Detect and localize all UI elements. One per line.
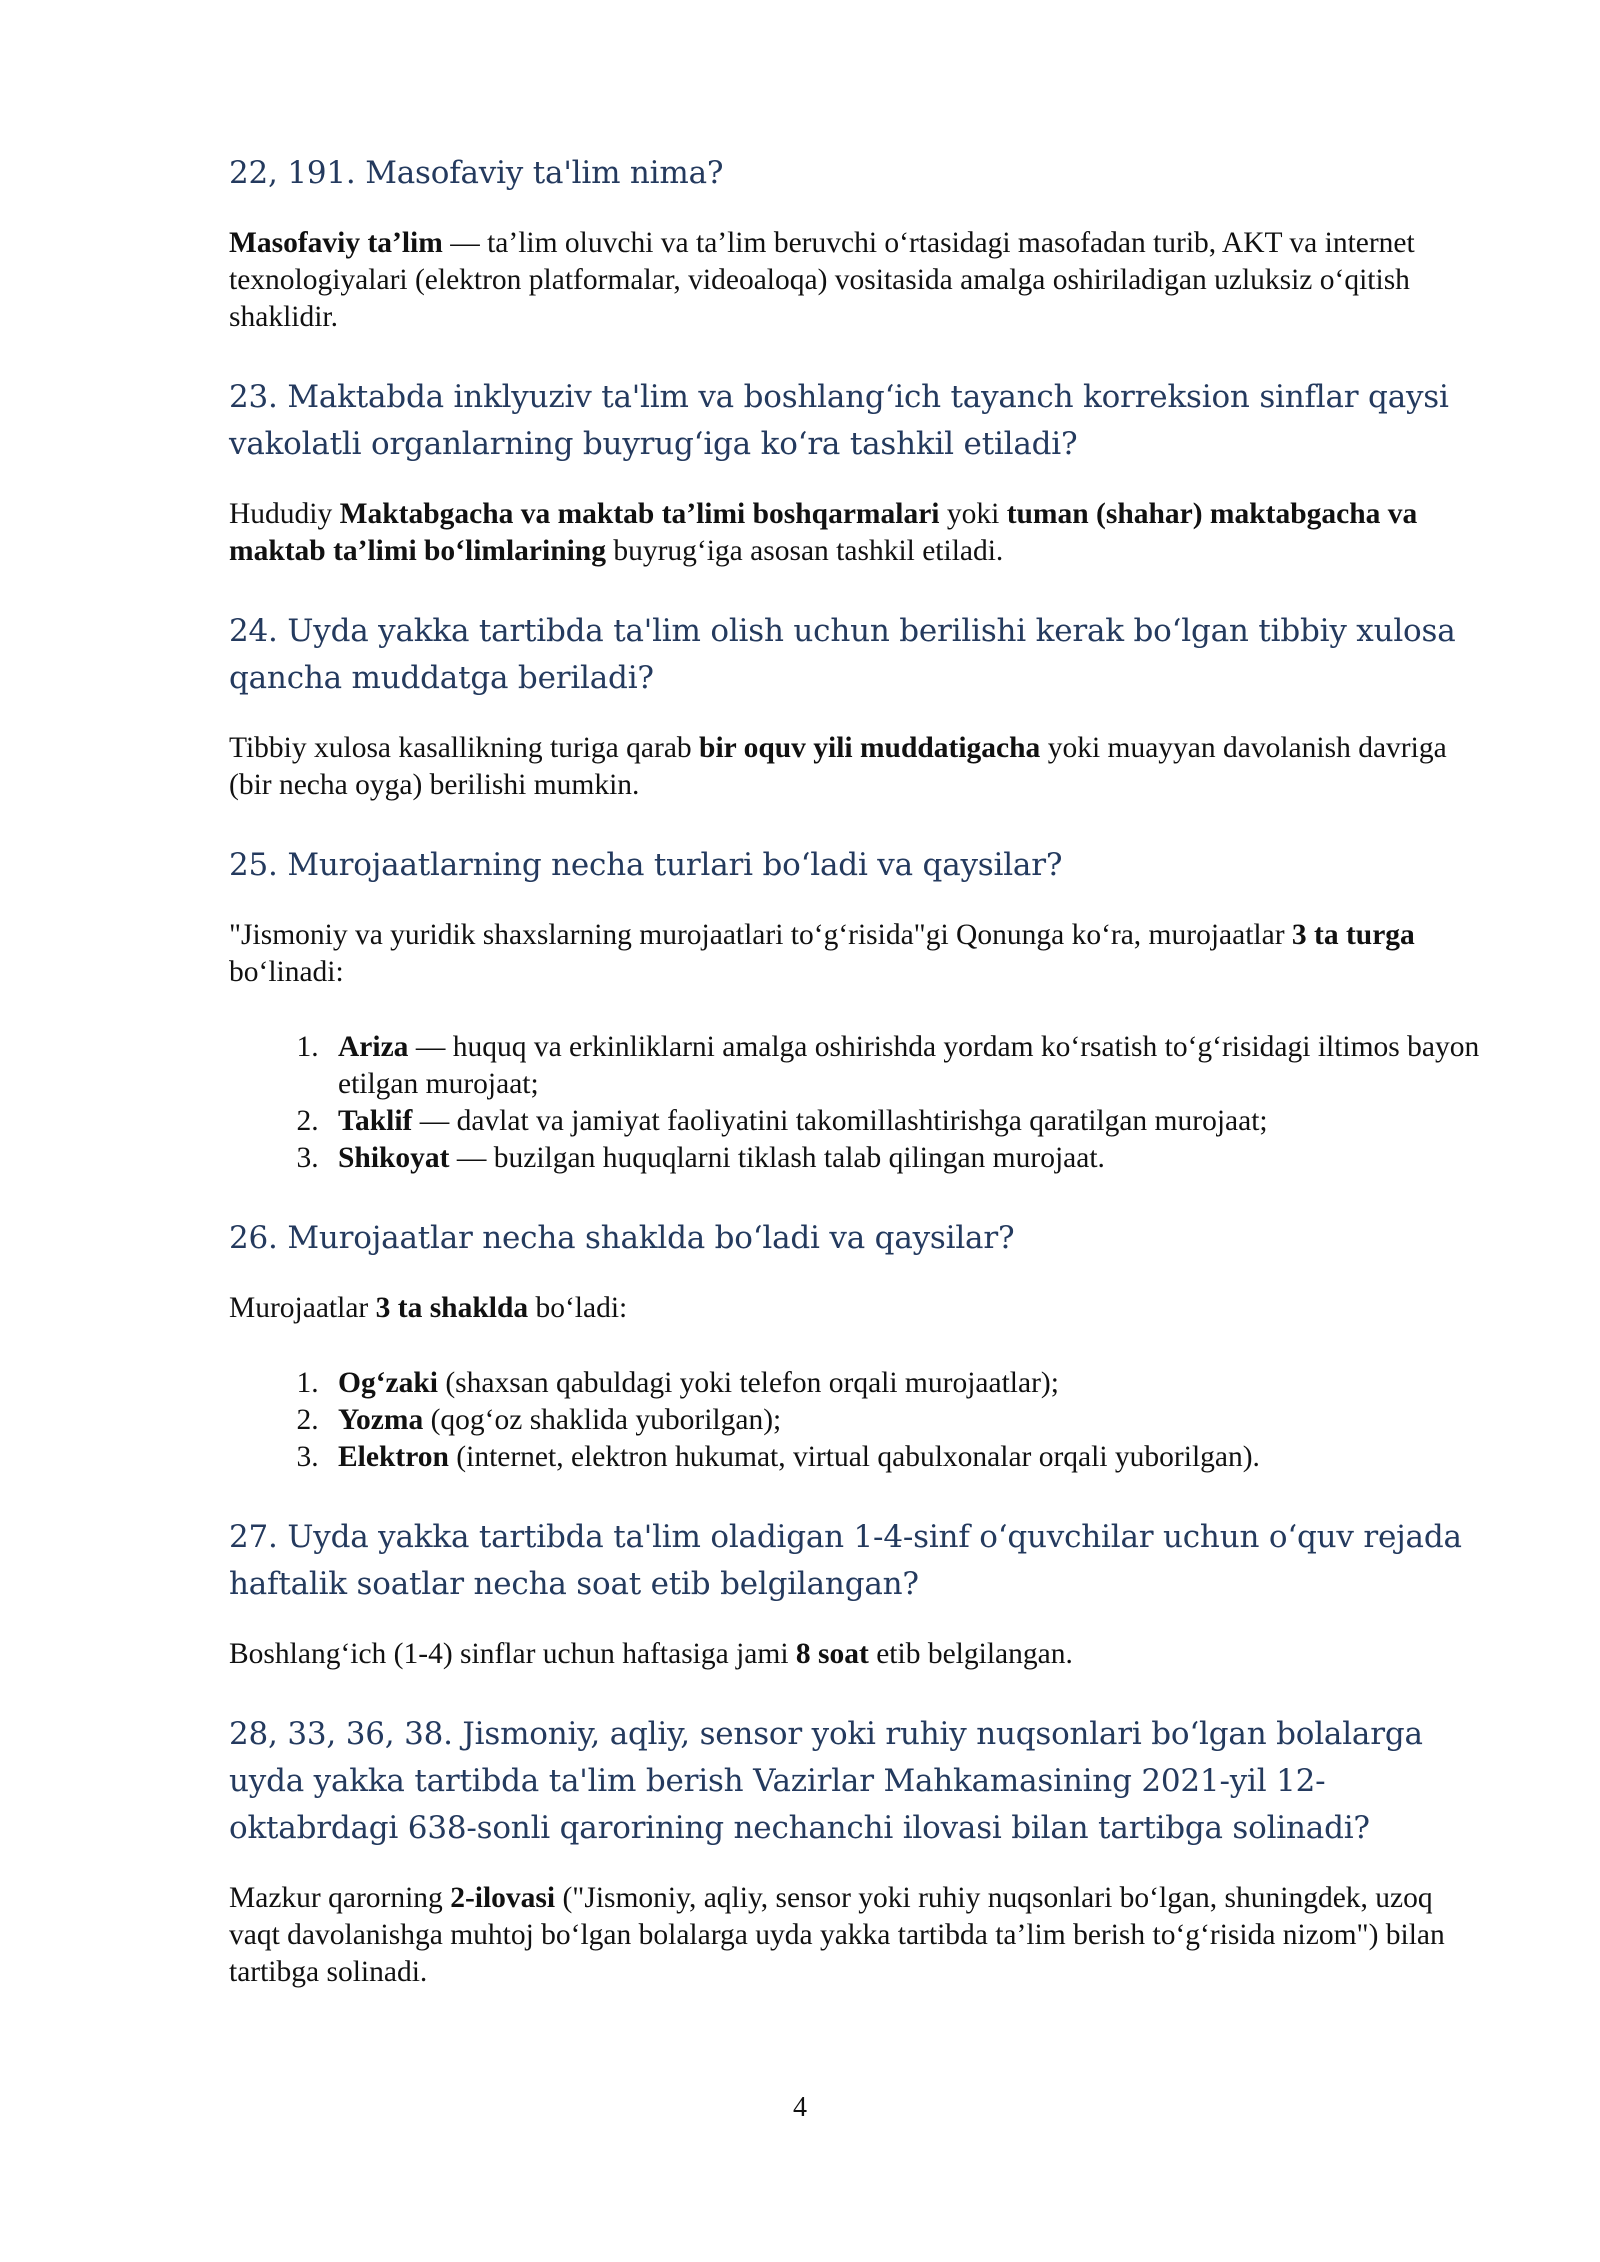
question-heading: 26. Murojaatlar necha shaklda bo‘ladi va qaysilar? (229, 1220, 1015, 1256)
answer-emphasis: 3 ta shaklda (375, 1292, 529, 1324)
answer-emphasis: Masofaviy ta’lim (229, 227, 443, 259)
answer-emphasis: Maktabgacha va maktab ta’limi boshqarmalari (339, 498, 940, 530)
qa-block (229, 1215, 1489, 1476)
answer-text: Tibbiy xulosa kasallikning turiga qarab (229, 732, 700, 764)
list-item-term: Og‘zaki (338, 1367, 438, 1399)
answer-paragraph (229, 1636, 1489, 1673)
list-item (326, 1439, 1489, 1476)
answer-text: Hududiy (229, 498, 340, 530)
question-heading: 23. Maktabda inklyuziv ta'lim va boshlang‘ich tayanch korreksion sinflar qaysi vakolatli organlarning buyrug‘iga ko‘ra tashkil etiladi? (229, 379, 1449, 462)
qa-block (229, 608, 1489, 804)
qa-block (229, 374, 1489, 570)
question-heading: 22, 191. Masofaviy ta'lim nima? (229, 155, 724, 191)
list-item-term: Ariza (338, 1031, 409, 1063)
list-item-term: Shikoyat (338, 1142, 450, 1174)
qa-block (229, 1711, 1489, 1991)
qa-block (229, 150, 1489, 336)
answer-text: — ta’lim oluvchi va ta’lim beruvchi o‘rtasidagi masofadan turib, AKT va internet texnologiyalari (elektron platformalar, videoaloqa) vositasida amalga oshiriladigan uzluksiz o‘qitish shaklidir. (229, 227, 1415, 333)
numbered-list (229, 1029, 1489, 1177)
answer-emphasis: bir oquv yili muddatigacha (699, 732, 1041, 764)
list-item (326, 1365, 1489, 1402)
answer-text: Boshlang‘ich (1-4) sinflar uchun haftasiga jami (229, 1638, 796, 1670)
question-heading: 27. Uyda yakka tartibda ta'lim oladigan 1-4-sinf o‘quvchilar uchun o‘quv rejada haftalik soatlar necha soat etib belgilangan? (229, 1519, 1462, 1602)
list-item-term: Elektron (338, 1441, 449, 1473)
list-item-text: — huquq va erkinliklarni amalga oshirishda yordam ko‘rsatish to‘g‘risidagi iltimos bayon etilgan murojaat; (338, 1031, 1480, 1100)
answer-emphasis: 2-ilovasi (450, 1882, 556, 1914)
answer-emphasis: 8 soat (795, 1638, 869, 1670)
question-heading: 28, 33, 36, 38. Jismoniy, aqliy, sensor yoki ruhiy nuqsonlari bo‘lgan bolalarga uyda yakka tartibda ta'lim berish Vazirlar Mahkamasining 2021-yil 12-oktabrdagi 638-sonli qarorining nechanchi ilovasi bilan tartibga solinadi? (229, 1716, 1423, 1846)
list-item (326, 1029, 1489, 1103)
answer-paragraph (229, 917, 1489, 991)
list-item-term: Taklif (338, 1105, 413, 1137)
answer-paragraph (229, 225, 1489, 336)
numbered-list (229, 1365, 1489, 1476)
list-item-text: (shaxsan qabuldagi yoki telefon orqali murojaatlar); (437, 1367, 1059, 1399)
list-item (326, 1103, 1489, 1140)
answer-emphasis: tuman (shahar) maktabgacha va maktab ta’limi bo‘limlarining (229, 498, 1418, 567)
question-heading: 25. Murojaatlarning necha turlari bo‘ladi va qaysilar? (229, 847, 1063, 883)
answer-text: "Jismoniy va yuridik shaxslarning murojaatlari to‘g‘risida"gi Qonunga ko‘ra, murojaatlar (229, 919, 1292, 951)
list-item-text: — davlat va jamiyat faoliyatini takomillashtirishga qaratilgan murojaat; (412, 1105, 1268, 1137)
answer-paragraph (229, 1880, 1489, 1991)
list-item (326, 1402, 1489, 1439)
question-heading: 24. Uyda yakka tartibda ta'lim olish uchun berilishi kerak bo‘lgan tibbiy xulosa qancha muddatga beriladi? (229, 613, 1456, 696)
list-item-text: (qog‘oz shaklida yuborilgan); (423, 1404, 782, 1436)
qa-block (229, 1514, 1489, 1673)
qa-block (229, 842, 1489, 1177)
answer-text: Murojaatlar (229, 1292, 376, 1324)
answer-text: bo‘ladi: (528, 1292, 628, 1324)
answer-emphasis: 3 ta turga (1291, 919, 1415, 951)
list-item-term: Yozma (338, 1404, 424, 1436)
document-content (229, 150, 1489, 2029)
list-item-text: (internet, elektron hukumat, virtual qabulxonalar orqali yuborilgan). (448, 1441, 1260, 1473)
list-item (326, 1140, 1489, 1177)
answer-paragraph (229, 730, 1489, 804)
answer-text: Mazkur qarorning (229, 1882, 451, 1914)
answer-paragraph (229, 496, 1489, 570)
answer-text: yoki muayyan davolanish davriga (bir necha oyga) berilishi mumkin. (229, 732, 1447, 801)
answer-text: yoki (939, 498, 1007, 530)
answer-text: buyrug‘iga asosan tashkil etiladi. (605, 535, 1004, 567)
answer-text: etib belgilangan. (868, 1638, 1073, 1670)
answer-text: ("Jismoniy, aqliy, sensor yoki ruhiy nuqsonlari bo‘lgan, shuningdek, uzoq vaqt davolanishga muhtoj bo‘lgan bolalarga uyda yakka tartibda ta’lim berish to‘g‘risida nizom") bilan tartibga solinadi. (229, 1882, 1445, 1988)
answer-paragraph (229, 1290, 1489, 1327)
list-item-text: — buzilgan huquqlarni tiklash talab qilingan murojaat. (449, 1142, 1105, 1174)
page-number: 4 (793, 2092, 807, 2123)
answer-text: bo‘linadi: (229, 956, 344, 988)
